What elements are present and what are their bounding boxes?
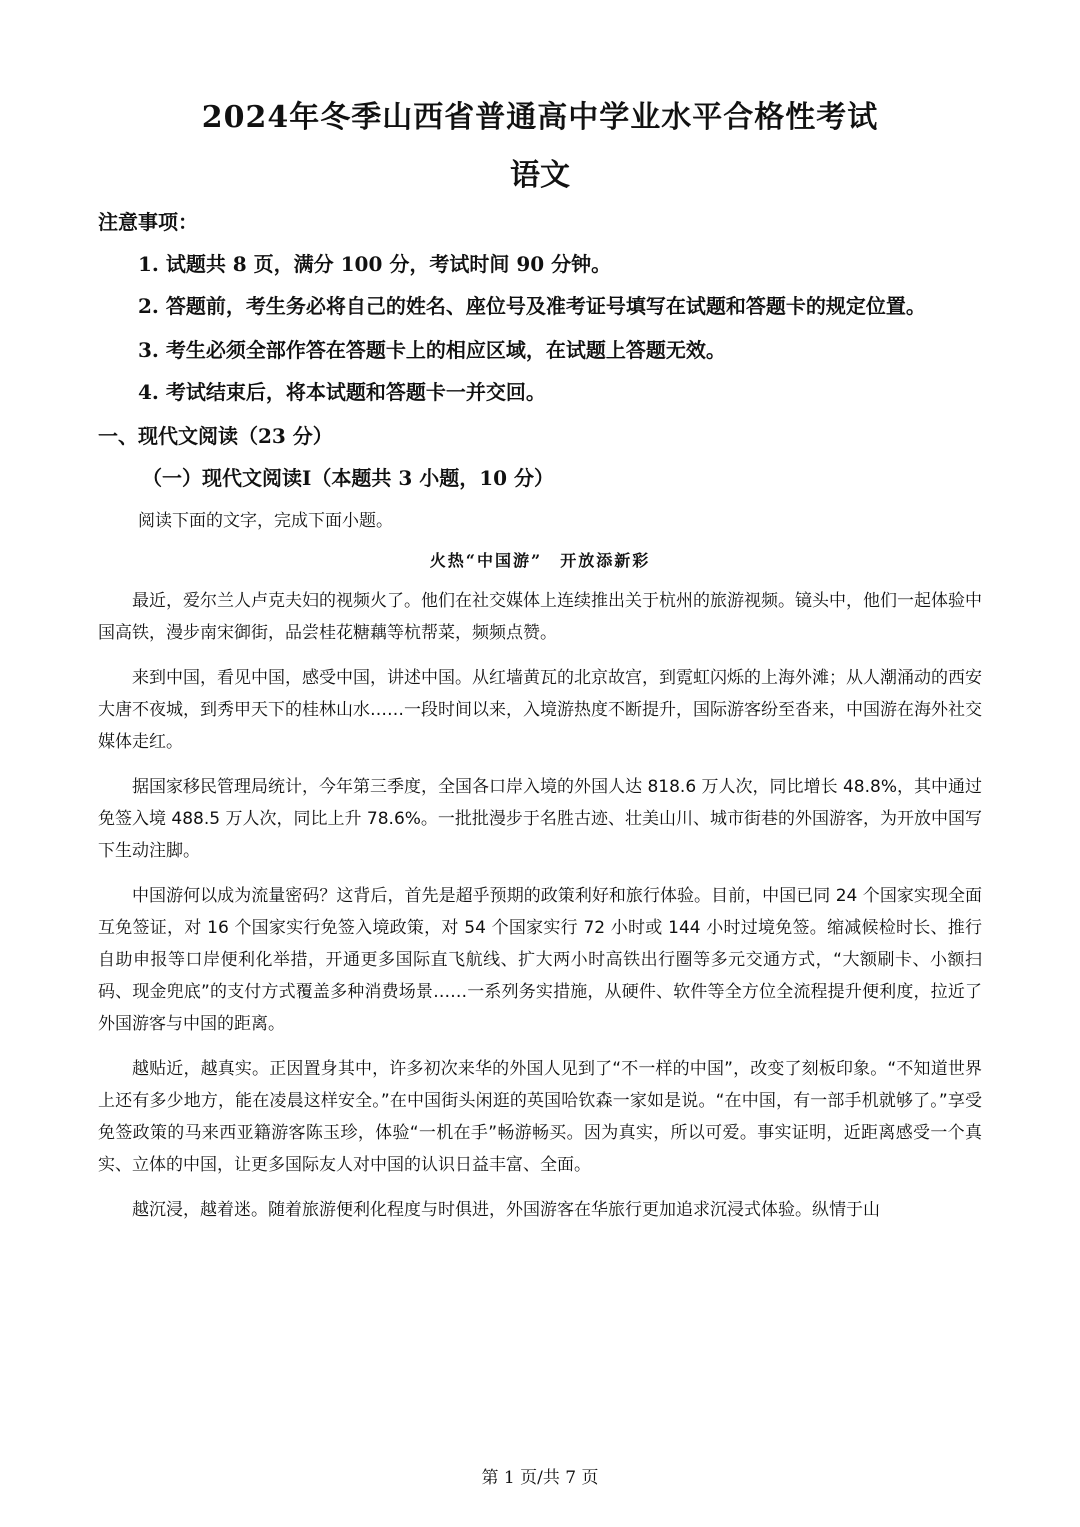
notice-item: 3. 考生必须全部作答在答题卡上的相应区域，在试题上答题无效。	[138, 338, 726, 362]
article-body	[98, 585, 982, 1239]
page-number: 第 1 页/共 7 页	[481, 1468, 599, 1488]
exam-subject: 语文	[510, 158, 570, 193]
article-paragraph: 越贴近，越真实。正因置身其中，许多初次来华的外国人见到了“不一样的中国”，改变了刻板印象。“不知道世界上还有多少地方，能在凌晨这样安全。”在中国街头闲逛的英国哈钦森一家如是说。“在中国，有一部手机就够了。”享受免签政策的马来西亚籍游客陈玉珍，体验“一机在手”畅游畅买。因为真实，所以可爱。事实证明，近距离感受一个真实、立体的中国，让更多国际友人对中国的认识日益丰富、全面。	[98, 1059, 982, 1175]
notice-heading: 注意事项：	[98, 210, 198, 234]
article-paragraph: 中国游何以成为流量密码？这背后，首先是超乎预期的政策利好和旅行体验。目前，中国已同 24 个国家实现全面互免签证，对 16 个国家实行免签入境政策，对 54 个国家实行 72 小时或 144 小时过境免签。缩减候检时长、推行自助申报等口岸便利化举措，开通更多国际直飞航线、扩大两小时高铁出行圈等多元交通方式，“大额刷卡、小额扫码、现金兜底”的支付方式覆盖多种消费场景……一系列务实措施，从硬件、软件等全方位全流程提升便利度，拉近了外国游客与中国的距离。	[98, 886, 982, 1034]
reading-instruction: 阅读下面的文字，完成下面小题。	[138, 511, 393, 531]
article-title: 火热“中国游” 开放添新彩	[429, 551, 651, 570]
article-paragraph: 最近，爱尔兰人卢克夫妇的视频火了。他们在社交媒体上连续推出关于杭州的旅游视频。镜头中，他们一起体验中国高铁，漫步南宋御街，品尝桂花糖藕等杭帮菜，频频点赞。	[98, 591, 982, 643]
exam-title: 2024年冬季山西省普通高中学业水平合格性考试	[201, 100, 879, 135]
section-heading: 一、现代文阅读（23 分）	[98, 424, 333, 448]
notice-item: 2. 答题前，考生务必将自己的姓名、座位号及准考证号填写在试题和答题卡的规定位置。	[138, 294, 926, 318]
notice-item: 1. 试题共 8 页，满分 100 分，考试时间 90 分钟。	[138, 252, 612, 276]
article-paragraph: 据国家移民管理局统计，今年第三季度，全国各口岸入境的外国人达 818.6 万人次，同比增长 48.8%，其中通过免签入境 488.5 万人次，同比上升 78.6%。一批批漫步于名胜古迹、壮美山川、城市街巷的外国游客，为开放中国写下生动注脚。	[98, 777, 982, 861]
subsection-heading: （一）现代文阅读Ⅰ（本题共 3 小题，10 分）	[142, 466, 554, 490]
article-paragraph: 来到中国，看见中国，感受中国，讲述中国。从红墙黄瓦的北京故宫，到霓虹闪烁的上海外滩；从人潮涌动的西安大唐不夜城，到秀甲天下的桂林山水……一段时间以来，入境游热度不断提升，国际游客纷至沓来，中国游在海外社交媒体走红。	[98, 668, 982, 752]
article-paragraph: 越沉浸，越着迷。随着旅游便利化程度与时俱进，外国游客在华旅行更加追求沉浸式体验。纵情于山	[132, 1200, 880, 1220]
notice-item: 4. 考试结束后，将本试题和答题卡一并交回。	[138, 380, 546, 404]
